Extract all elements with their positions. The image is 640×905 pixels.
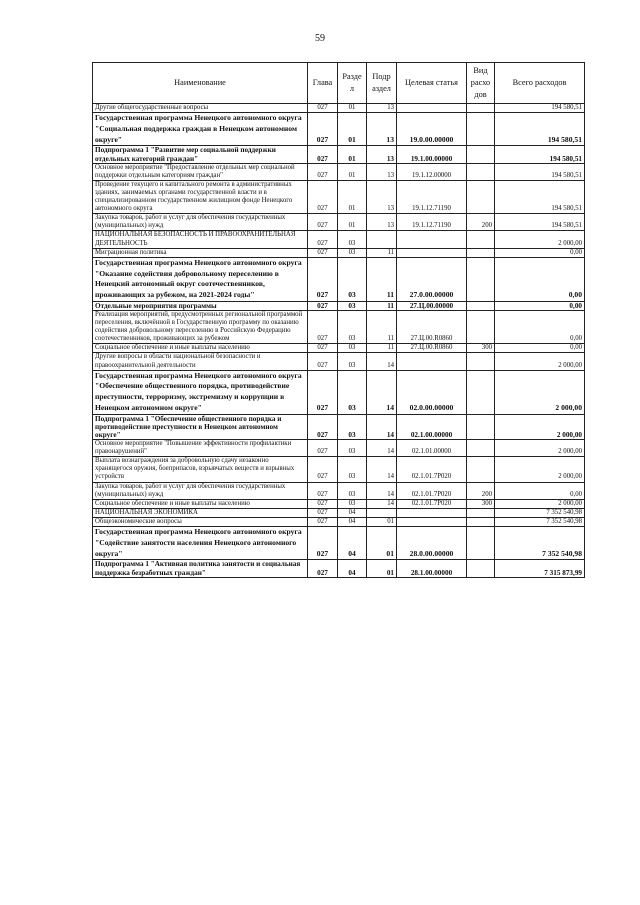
cell-subsection: 14: [367, 482, 397, 499]
page-number: 59: [315, 33, 325, 44]
cell-subsection: 13: [367, 146, 397, 163]
cell-type: [467, 370, 495, 414]
cell-name: Общеэкономические вопросы: [93, 517, 308, 526]
cell-type: 200: [467, 482, 495, 499]
cell-subsection: 14: [367, 440, 397, 457]
cell-type: 300: [467, 499, 495, 508]
cell-total: 2 000,00: [495, 231, 585, 248]
cell-target: 27.0.00.00000: [397, 257, 467, 301]
table-row: [93, 301, 585, 310]
cell-type: [467, 257, 495, 301]
cell-type: [467, 353, 495, 370]
cell-subsection: [367, 508, 397, 517]
cell-chapter: 027: [308, 146, 338, 163]
table-row: [93, 257, 585, 301]
cell-target: [397, 508, 467, 517]
cell-name: Реализация мероприятий, предусмотренных региональной программой переселения, включённой в Государственную программу по оказанию содействия добровольному переселению в Российскую Федерацию соотечественников, проживающих за рубежом: [93, 310, 308, 343]
cell-section: 01: [338, 146, 367, 163]
cell-total: 0,00: [495, 257, 585, 301]
table-row: [93, 180, 585, 213]
cell-type: 200: [467, 214, 495, 231]
cell-name: Государственная программа Ненецкого автономного округа "Социальная поддержка граждан в Ненецком автономном округе": [93, 113, 308, 146]
cell-total: 7 315 873,99: [495, 560, 585, 577]
cell-total: 2 000,00: [495, 457, 585, 482]
cell-target: 19.1.12.00000: [397, 163, 467, 180]
cell-name: Отдельные мероприятия программы: [93, 301, 308, 310]
cell-total: 7 352 540,98: [495, 527, 585, 560]
cell-section: 01: [338, 163, 367, 180]
cell-total: 0,00: [495, 310, 585, 343]
cell-name: Проведение текущего и капитального ремонта в административных зданиях, занимаемых органами государственной власти и в специализированном государственном жилищном фонде Ненецкого автономного округа: [93, 180, 308, 213]
cell-subsection: 13: [367, 214, 397, 231]
cell-target: 02.1.01.7Р020: [397, 457, 467, 482]
cell-target: 19.1.12.71190: [397, 180, 467, 213]
cell-chapter: 027: [308, 527, 338, 560]
cell-section: 01: [338, 104, 367, 113]
cell-subsection: 01: [367, 517, 397, 526]
cell-chapter: 027: [308, 344, 338, 353]
table-row: [93, 527, 585, 560]
cell-subsection: 13: [367, 180, 397, 213]
cell-type: [467, 180, 495, 213]
cell-section: 04: [338, 508, 367, 517]
cell-section: 03: [338, 370, 367, 414]
cell-section: 01: [338, 214, 367, 231]
cell-name: Подпрограмма 1 "Развитие мер социальной поддержки отдельных категорий граждан": [93, 146, 308, 163]
table-row: [93, 508, 585, 517]
table-row: [93, 353, 585, 370]
cell-section: 03: [338, 231, 367, 248]
table-row: [93, 414, 585, 439]
cell-chapter: 027: [308, 508, 338, 517]
header-section: Разде л: [338, 63, 367, 104]
cell-total: 2 000,00: [495, 353, 585, 370]
cell-total: 0,00: [495, 482, 585, 499]
cell-subsection: 14: [367, 414, 397, 439]
cell-section: 01: [338, 180, 367, 213]
cell-chapter: 027: [308, 163, 338, 180]
header-chapter: Глава: [308, 63, 338, 104]
cell-subsection: 14: [367, 499, 397, 508]
cell-target: 19.1.12.71190: [397, 214, 467, 231]
header-name: Наименование: [93, 63, 308, 104]
cell-section: 03: [338, 344, 367, 353]
cell-total: 194 580,51: [495, 113, 585, 146]
cell-type: [467, 414, 495, 439]
cell-total: 194 580,51: [495, 104, 585, 113]
cell-section: 03: [338, 248, 367, 257]
cell-chapter: 027: [308, 353, 338, 370]
table-row: [93, 344, 585, 353]
cell-target: 02.0.00.00000: [397, 370, 467, 414]
cell-total: 194 580,51: [495, 146, 585, 163]
cell-name: Другие общегосударственные вопросы: [93, 104, 308, 113]
cell-chapter: 027: [308, 104, 338, 113]
cell-subsection: [367, 231, 397, 248]
cell-name: Государственная программа Ненецкого автономного округа "Содействие занятости населения Ненецкого автономного округа": [93, 527, 308, 560]
cell-target: 27.Ц.00.00000: [397, 301, 467, 310]
cell-name: Закупка товаров, работ и услуг для обеспечения государственных (муниципальных) нужд: [93, 214, 308, 231]
cell-name: Миграционная политика: [93, 248, 308, 257]
cell-chapter: 027: [308, 370, 338, 414]
header-total: Всего расходов: [495, 63, 585, 104]
cell-target: [397, 248, 467, 257]
table-row: [93, 440, 585, 457]
cell-total: 194 580,51: [495, 214, 585, 231]
cell-total: 0,00: [495, 301, 585, 310]
cell-total: 194 580,51: [495, 180, 585, 213]
table-row: [93, 231, 585, 248]
cell-name: Государственная программа Ненецкого автономного округа "Оказание содействия добровольному переселению в Ненецкий автономный округ соотечественников, проживающих за рубежом, на 2021-2024 годы": [93, 257, 308, 301]
cell-chapter: 027: [308, 214, 338, 231]
cell-chapter: 027: [308, 457, 338, 482]
cell-chapter: 027: [308, 482, 338, 499]
cell-chapter: 027: [308, 248, 338, 257]
cell-section: 03: [338, 482, 367, 499]
cell-target: [397, 104, 467, 113]
cell-subsection: 01: [367, 527, 397, 560]
cell-section: 03: [338, 353, 367, 370]
cell-total: 2 000,00: [495, 499, 585, 508]
cell-total: 2 000,00: [495, 440, 585, 457]
cell-target: 02.1.01.7Р020: [397, 499, 467, 508]
header-subsection: Подр аздел: [367, 63, 397, 104]
cell-total: 7 352 540,98: [495, 517, 585, 526]
cell-total: 7 352 540,98: [495, 508, 585, 517]
cell-name: Закупка товаров, работ и услуг для обеспечения государственных (муниципальных) нужд: [93, 482, 308, 499]
cell-section: 04: [338, 527, 367, 560]
cell-subsection: 14: [367, 370, 397, 414]
budget-table: [92, 62, 585, 578]
header-type: Вид расхо дов: [467, 63, 495, 104]
cell-section: 03: [338, 457, 367, 482]
table-row: [93, 146, 585, 163]
cell-target: [397, 353, 467, 370]
cell-target: [397, 517, 467, 526]
cell-chapter: 027: [308, 257, 338, 301]
cell-subsection: 11: [367, 301, 397, 310]
cell-section: 03: [338, 440, 367, 457]
cell-type: [467, 310, 495, 343]
cell-total: 0,00: [495, 248, 585, 257]
table-row: [93, 113, 585, 146]
cell-type: [467, 248, 495, 257]
cell-name: Подпрограмма 1 "Обеспечение общественного порядка и противодействие преступности в Ненецком автономном округе": [93, 414, 308, 439]
table-row: [93, 248, 585, 257]
cell-name: Социальное обеспечение и иные выплаты населению: [93, 499, 308, 508]
cell-target: 28.1.00.00000: [397, 560, 467, 577]
cell-subsection: 11: [367, 248, 397, 257]
cell-name: Основное мероприятие "Предоставление отдельных мер социальной поддержки отдельным категориям граждан": [93, 163, 308, 180]
cell-type: [467, 527, 495, 560]
cell-subsection: 01: [367, 560, 397, 577]
cell-target: 19.1.00.00000: [397, 146, 467, 163]
cell-type: [467, 104, 495, 113]
cell-target: 02.1.00.00000: [397, 414, 467, 439]
cell-chapter: 027: [308, 560, 338, 577]
header-row: [93, 63, 585, 104]
cell-target: 27.Ц.00.R0860: [397, 344, 467, 353]
cell-type: [467, 508, 495, 517]
cell-section: 03: [338, 257, 367, 301]
cell-subsection: 13: [367, 113, 397, 146]
cell-name: Основное мероприятие "Повышение эффективности профилактики правонарушений": [93, 440, 308, 457]
table-row: [93, 310, 585, 343]
cell-type: [467, 560, 495, 577]
cell-target: [397, 231, 467, 248]
table-row: [93, 214, 585, 231]
cell-section: 03: [338, 310, 367, 343]
table-row: [93, 482, 585, 499]
cell-name: Социальное обеспечение и иные выплаты населению: [93, 344, 308, 353]
cell-target: 02.1.01.7Р020: [397, 482, 467, 499]
table-row: [93, 104, 585, 113]
cell-subsection: 14: [367, 457, 397, 482]
cell-type: [467, 113, 495, 146]
cell-name: Выплата вознаграждения за добровольную сдачу незаконно хранящегося оружия, боеприпасов, взрывчатых веществ и взрывных устройств: [93, 457, 308, 482]
cell-total: 194 580,51: [495, 163, 585, 180]
cell-subsection: 13: [367, 163, 397, 180]
cell-total: 2 000,00: [495, 370, 585, 414]
cell-target: 02.1.01.00000: [397, 440, 467, 457]
cell-target: 28.0.00.00000: [397, 527, 467, 560]
cell-section: 03: [338, 499, 367, 508]
cell-subsection: 13: [367, 104, 397, 113]
cell-total: 0,00: [495, 344, 585, 353]
cell-type: [467, 146, 495, 163]
cell-name: Другие вопросы в области национальной безопасности и правоохранительной деятельности: [93, 353, 308, 370]
table-row: [93, 163, 585, 180]
cell-type: [467, 301, 495, 310]
cell-chapter: 027: [308, 180, 338, 213]
cell-name: НАЦИОНАЛЬНАЯ ЭКОНОМИКА: [93, 508, 308, 517]
cell-section: 03: [338, 301, 367, 310]
cell-subsection: 11: [367, 257, 397, 301]
cell-type: [467, 231, 495, 248]
cell-name: НАЦИОНАЛЬНАЯ БЕЗОПАСНОСТЬ И ПРАВООХРАНИТЕЛЬНАЯ ДЕЯТЕЛЬНОСТЬ: [93, 231, 308, 248]
cell-target: 27.Ц.00.R0860: [397, 310, 467, 343]
cell-chapter: 027: [308, 310, 338, 343]
cell-name: Подпрограмма 1 "Активная политика занятости и социальная поддержка безработных граждан": [93, 560, 308, 577]
cell-chapter: 027: [308, 414, 338, 439]
cell-type: 300: [467, 344, 495, 353]
cell-chapter: 027: [308, 517, 338, 526]
table-row: [93, 457, 585, 482]
cell-name: Государственная программа Ненецкого автономного округа "Обеспечение общественного порядка, противодействие преступности, терроризму, экстремизму и коррупции в Ненецком автономном округе": [93, 370, 308, 414]
table-row: [93, 560, 585, 577]
cell-type: [467, 457, 495, 482]
cell-subsection: 11: [367, 344, 397, 353]
cell-chapter: 027: [308, 301, 338, 310]
header-target: Целевая статья: [397, 63, 467, 104]
cell-chapter: 027: [308, 440, 338, 457]
cell-type: [467, 517, 495, 526]
cell-section: 04: [338, 560, 367, 577]
cell-type: [467, 163, 495, 180]
cell-section: 03: [338, 414, 367, 439]
cell-chapter: 027: [308, 231, 338, 248]
cell-total: 2 000,00: [495, 414, 585, 439]
table-row: [93, 499, 585, 508]
cell-subsection: 11: [367, 310, 397, 343]
table-row: [93, 517, 585, 526]
cell-target: 19.0.00.00000: [397, 113, 467, 146]
cell-chapter: 027: [308, 499, 338, 508]
cell-section: 01: [338, 113, 367, 146]
cell-subsection: 14: [367, 353, 397, 370]
cell-type: [467, 440, 495, 457]
cell-section: 04: [338, 517, 367, 526]
table-row: [93, 370, 585, 414]
cell-chapter: 027: [308, 113, 338, 146]
